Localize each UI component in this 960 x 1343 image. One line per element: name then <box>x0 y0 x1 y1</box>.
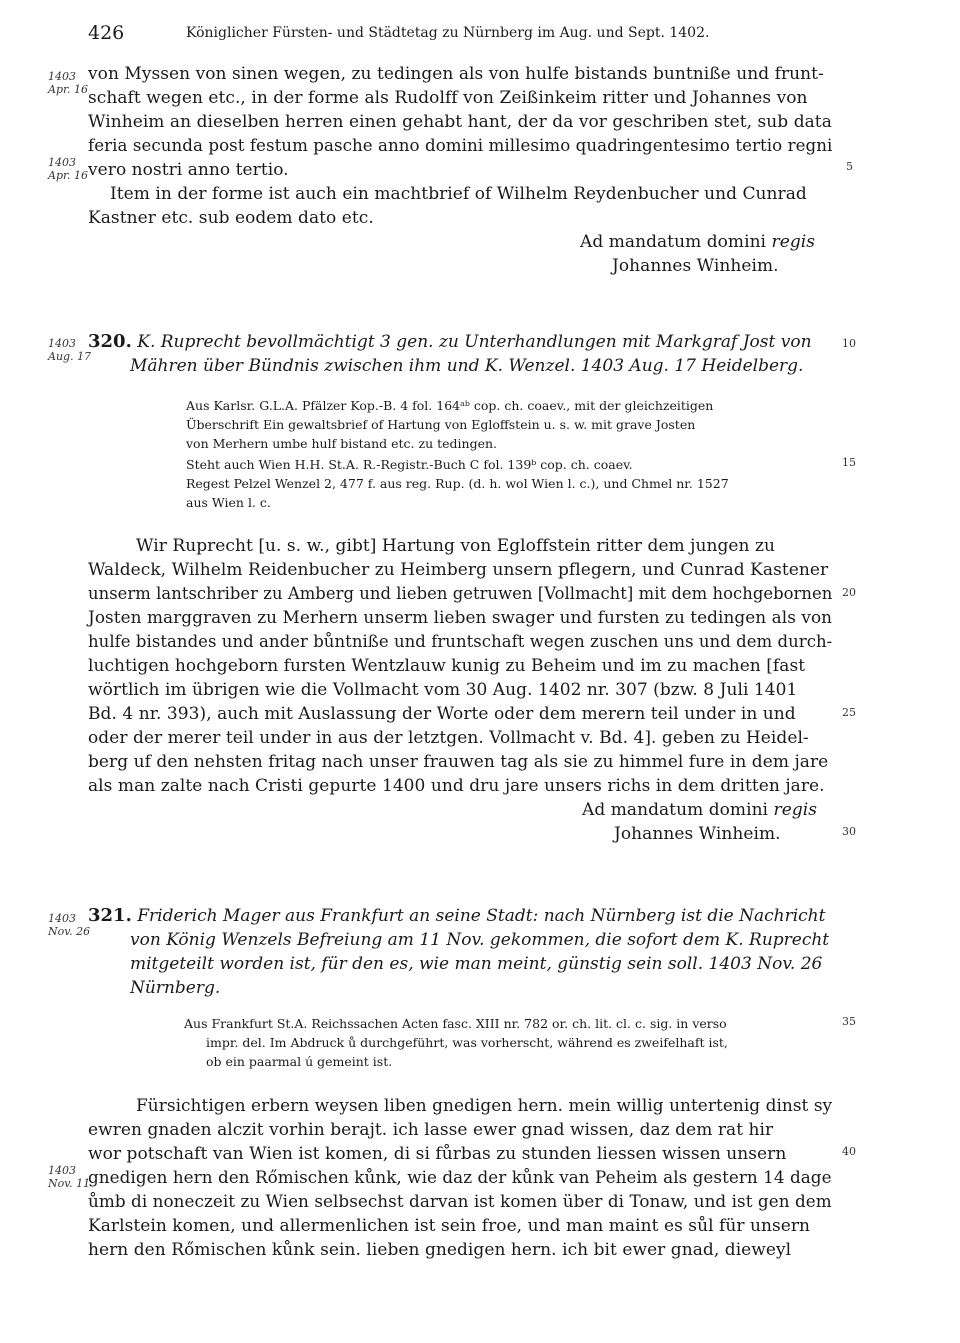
line-number-5: 5 <box>846 160 853 173</box>
heading-line: Friderich Mager aus Frankfurt an seine Stadt: nach Nürnberg ist die Nachricht <box>137 906 826 926</box>
margin-date-3: 1403 Aug. 17 <box>48 337 92 363</box>
text-line: ewren gnaden alczit vorhin berajt. ich lasse ewer gnad wissen, daz dem rat hir <box>88 1120 774 1140</box>
line-number-40: 40 <box>842 1145 856 1158</box>
source-note: Aus Frankfurt St.A. Reichssachen Acten fasc. XIII nr. 782 or. ch. lit. cl. c. sig. in verso <box>184 1016 727 1031</box>
text-line: wor potschaft van Wien ist komen, di si fůrbas zu stunden liessen wissen unsern <box>88 1144 787 1164</box>
heading-line: mitgeteilt worden ist, für den es, wie man meint, günstig sein soll. 1403 Nov. 26 <box>130 954 823 974</box>
text-line: oder der merer teil under in aus der letztgen. Vollmacht v. Bd. 4]. geben zu Heidel- <box>88 728 809 748</box>
signature-line: Ad mandatum domini regis <box>582 800 818 820</box>
source-note: impr. del. Im Abdruck ů durchgeführt, was vorherscht, während es zweifelhaft ist, <box>206 1035 728 1050</box>
text-line: schaft wegen etc., in der forme als Rudolff von Zeißinkeim ritter und Johannes von <box>88 88 808 108</box>
doc-number: 320. <box>88 331 132 352</box>
source-note: Überschrift Ein gewaltsbrief of Hartung von Egloffstein u. s. w. mit grave Josten <box>186 417 696 432</box>
text-line: luchtigen hochgeborn fursten Wentzlauw kunig zu Beheim und im zu machen [fast <box>88 656 806 676</box>
heading-line: Mähren über Bündnis zwischen ihm und K. Wenzel. 1403 Aug. 17 Heidelberg. <box>130 356 804 376</box>
margin-date-5: 1403 Nov. 11 <box>48 1164 91 1190</box>
margin-date-4: 1403 Nov. 26 <box>48 912 91 938</box>
source-note: von Merhern umbe hulf bistand etc. zu tedingen. <box>186 436 497 451</box>
text-line: hern den Rőmischen kůnk sein. lieben gnedigen hern. ich bit ewer gnad, dieweyl <box>88 1240 792 1260</box>
text-line: wörtlich im übrigen wie die Vollmacht vom 30 Aug. 1402 nr. 307 (bzw. 8 Juli 1401 <box>88 680 798 700</box>
page-number: 426 <box>88 22 125 44</box>
text-line: Waldeck, Wilhelm Reidenbucher zu Heimberg unsern pflegern, und Cunrad Kastener <box>88 560 829 580</box>
line-number-35: 35 <box>842 1015 856 1028</box>
text-line: Wir Ruprecht [u. s. w., gibt] Hartung von Egloffstein ritter dem jungen zu <box>136 536 775 556</box>
line-number-15: 15 <box>842 456 856 469</box>
text-line: Bd. 4 nr. 393), auch mit Auslassung der Worte oder dem merern teil under in und <box>88 704 796 724</box>
doc-number: 321. <box>88 905 132 926</box>
text-line: als man zalte nach Cristi gepurte 1400 und dru jare unsers richs in dem dritten jare. <box>88 776 825 796</box>
text-line: vero nostri anno tertio. <box>88 160 289 180</box>
signature-name: Johannes Winheim. <box>614 824 781 844</box>
line-number-30: 30 <box>842 825 856 838</box>
text-line: unserm lantschriber zu Amberg und lieben getruwen [Vollmacht] mit dem hochgebornen <box>88 584 833 604</box>
heading-line: von König Wenzels Befreiung am 11 Nov. gekommen, die sofort dem K. Ruprecht <box>130 930 830 950</box>
text-line: feria secunda post festum pasche anno domini millesimo quadringentesimo tertio regni <box>88 136 833 156</box>
text-line: Josten marggraven zu Merhern unserm lieben swager und fursten zu tedingen als von <box>88 608 833 628</box>
running-title: Königlicher Fürsten- und Städtetag zu Nürnberg im Aug. und Sept. 1402. <box>186 25 710 41</box>
margin-date-1: 1403 Apr. 16 <box>48 70 89 96</box>
text-line: Fürsichtigen erbern weysen liben gnedigen hern. mein willig untertenig dinst sy <box>136 1096 833 1116</box>
text-line: berg uf den nehsten fritag nach unser frauwen tag als sie zu himmel fure in dem jare <box>88 752 829 772</box>
source-note: ob ein paarmal ú gemeint ist. <box>206 1054 393 1069</box>
source-note: Aus Karlsr. G.L.A. Pfälzer Kop.-B. 4 fol. 164ᵃᵇ cop. ch. coaev., mit der gleichzeitigen <box>186 398 714 413</box>
text-line: Kastner etc. sub eodem dato etc. <box>88 208 374 228</box>
text-line: Karlstein komen, und allermenlichen ist sein froe, und man maint es sůl für unsern <box>88 1216 811 1236</box>
text-line: von Myssen von sinen wegen, zu tedingen als von hulfe bistands buntniße und frunt- <box>88 64 824 84</box>
source-note: Regest Pelzel Wenzel 2, 477 f. aus reg. Rup. (d. h. wol Wien l. c.), und Chmel nr. 1527 <box>186 476 729 491</box>
text-line: gnedigen hern den Rőmischen kůnk, wie daz der kůnk van Peheim als gestern 14 dage <box>88 1168 832 1188</box>
source-note: Steht auch Wien H.H. St.A. R.-Registr.-Buch C fol. 139ᵇ cop. ch. coaev. <box>186 457 633 472</box>
signature-line: Ad mandatum domini regis <box>580 232 816 252</box>
text-line: ůmb di noneczeit zu Wien selbsechst darvan ist komen über di Tonaw, und ist gen dem <box>88 1192 832 1212</box>
line-number-25: 25 <box>842 706 856 719</box>
heading-line: Nürnberg. <box>130 978 221 998</box>
line-number-20: 20 <box>842 586 856 599</box>
text-line: Winheim an dieselben herren einen gehabt hant, der da vor geschriben stet, sub data <box>88 112 832 132</box>
source-note: aus Wien l. c. <box>186 495 271 510</box>
heading-line: K. Ruprecht bevollmächtigt 3 gen. zu Unterhandlungen mit Markgraf Jost von <box>137 332 812 352</box>
margin-date-2: 1403 Apr. 16 <box>48 156 89 182</box>
signature-name: Johannes Winheim. <box>612 256 779 276</box>
text-line: hulfe bistandes und ander bůntniße und fruntschaft wegen zuschen uns und dem durch- <box>88 632 833 652</box>
line-number-10: 10 <box>842 337 856 350</box>
text-line: Item in der forme ist auch ein machtbrief of Wilhelm Reydenbucher und Cunrad <box>110 184 807 204</box>
